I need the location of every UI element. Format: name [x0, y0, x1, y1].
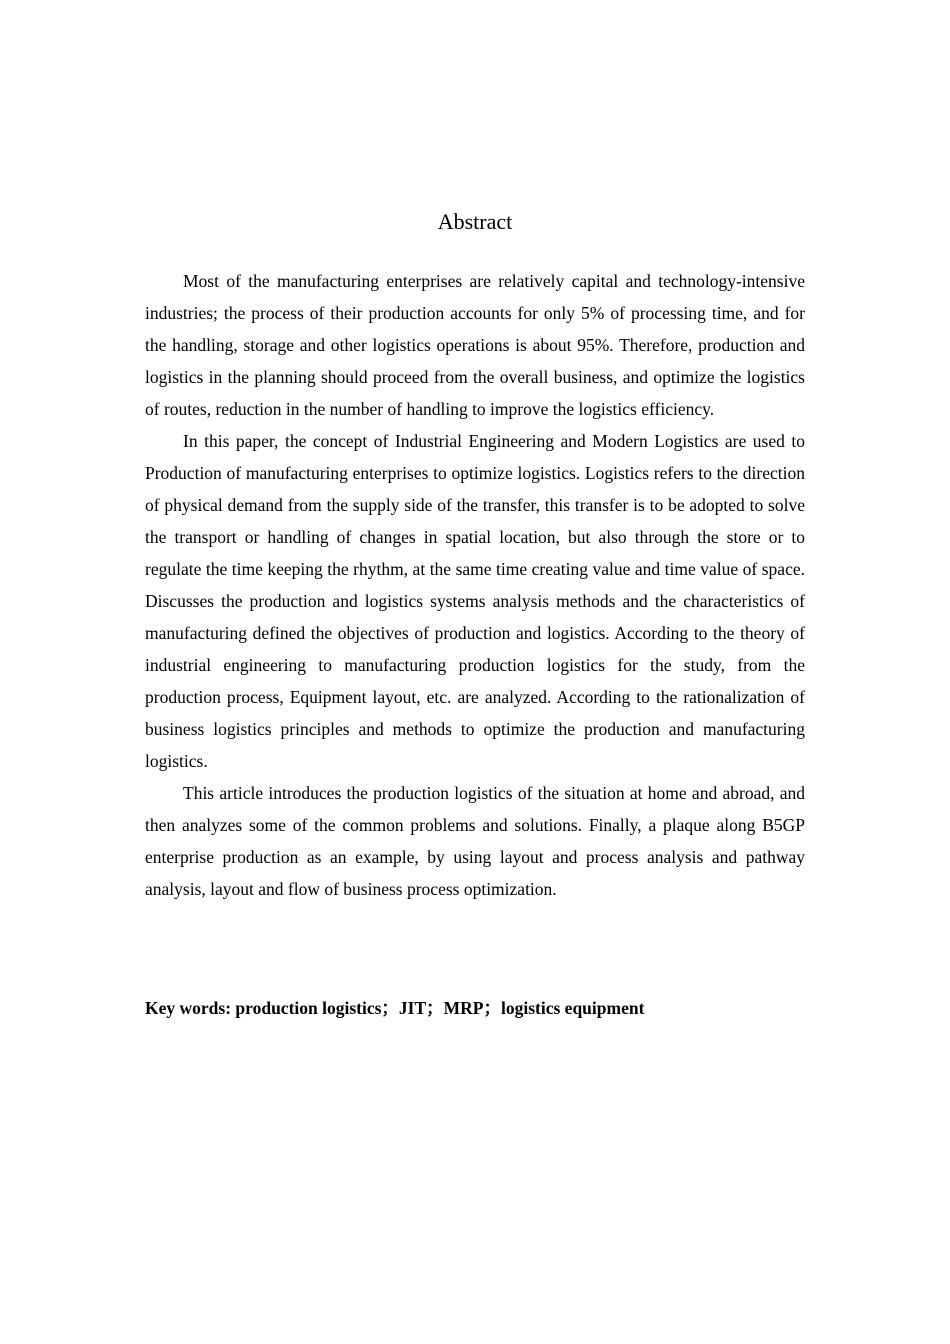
abstract-title: Abstract	[437, 209, 513, 234]
keywords-line: Key words: production logistics；JIT；MRP；logistics equipment	[145, 998, 645, 1018]
abstract-paragraph-2: In this paper, the concept of Industrial Engineering and Modern Logistics are used to Production of manufacturing enterprises to optimize logistics. Logistics refers to the direction of physical demand from the supply side of the transfer, this transfer is to be adopted to solve the transport or handling of changes in spatial location, but also through the store or to regulate the time keeping the rhythm, at the same time creating value and time value of space. Discusses the production and logistics systems analysis methods and the characteristics of manufacturing defined the objectives of production and logistics. According to the theory of industrial engineering to manufacturing production logistics for the study, from the production process, Equipment layout, etc. are analyzed. According to the rationalization of business logistics principles and methods to optimize the production and manufacturing logistics.	[145, 431, 805, 771]
abstract-body	[145, 265, 805, 905]
abstract-paragraph-3: This article introduces the production logistics of the situation at home and abroad, and then analyzes some of the common problems and solutions. Finally, a plaque along B5GP enterprise production as an example, by using layout and process analysis and pathway analysis, layout and flow of business process optimization.	[145, 783, 805, 899]
abstract-paragraph-1: Most of the manufacturing enterprises are relatively capital and technology-intensive industries; the process of their production accounts for only 5% of processing time, and for the handling, storage and other logistics operations is about 95%. Therefore, production and logistics in the planning should proceed from the overall business, and optimize the logistics of routes, reduction in the number of handling to improve the logistics efficiency.	[145, 271, 805, 419]
